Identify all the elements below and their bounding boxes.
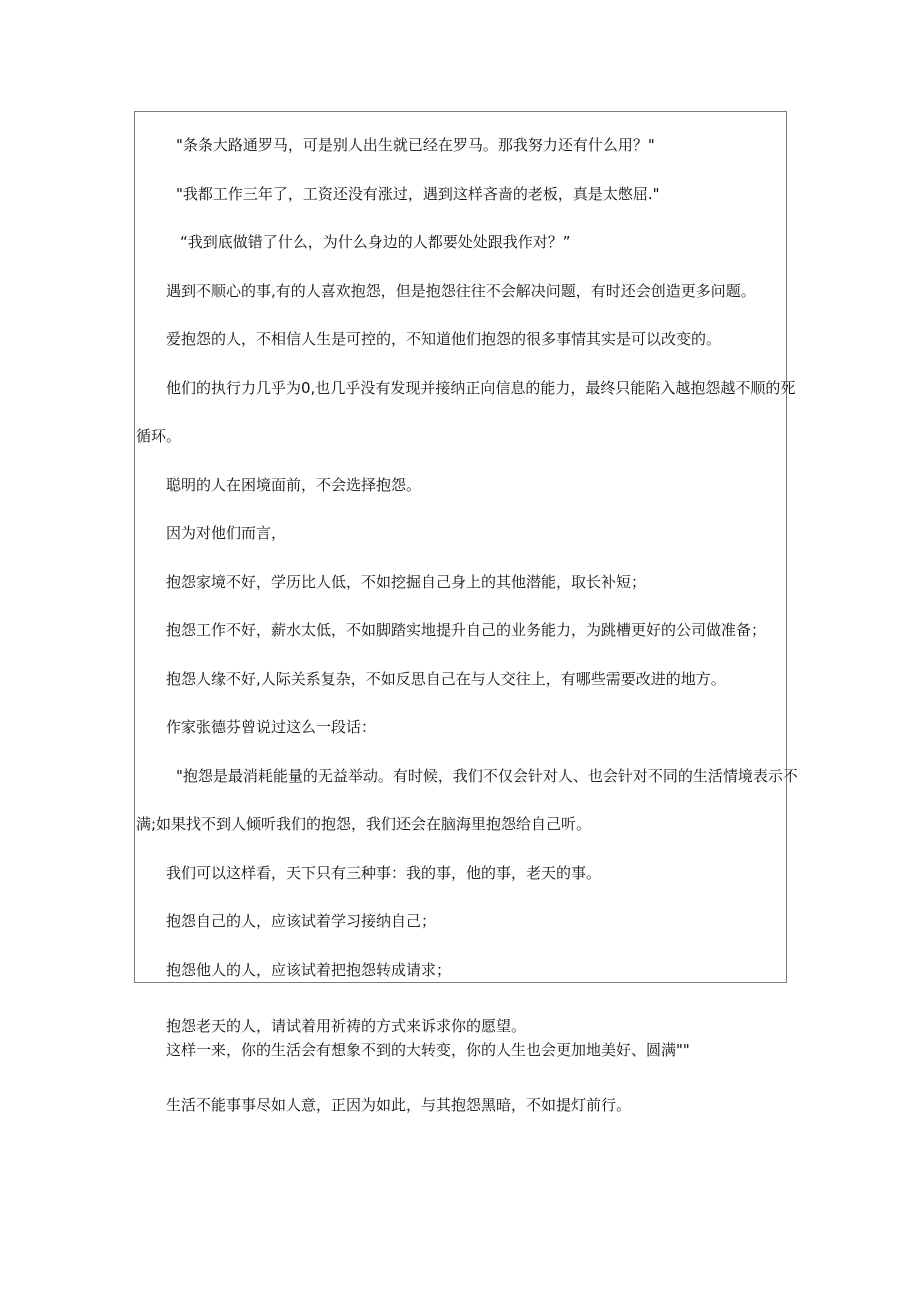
paragraph-line: 因为对他们而言， — [166, 524, 287, 542]
paragraph-line: 他们的执行力几乎为0,也几乎没有发现并接纳正向信息的能力，最终只能陷入越抱怨越不顺的死 — [166, 379, 796, 397]
quote-line: "抱怨是最消耗能量的无益举动。有时候，我们不仅会针对人、也会针对不同的生活情境表示不 — [176, 767, 798, 785]
paragraph-line: 循环。 — [136, 427, 182, 445]
paragraph-line: 抱怨人缘不好,人际关系复杂，不如反思自己在与人交往上，有哪些需要改进的地方。 — [166, 670, 726, 688]
paragraph-line: 抱怨工作不好，薪水太低，不如脚踏实地提升自己的业务能力，为跳槽更好的公司做准备； — [166, 621, 767, 639]
paragraph-line: 抱怨自己的人，应该试着学习接纳自己； — [166, 912, 437, 930]
paragraph-line: 聪明的人在困境面前，不会选择抱怨。 — [166, 476, 422, 494]
paragraph-line: 生活不能事事尽如人意，正因为如此，与其抱怨黑暗，不如提灯前行。 — [166, 1096, 632, 1114]
paragraph-line: 作家张德芬曾说过这么一段话： — [166, 718, 377, 736]
quote-line: "条条大路通罗马，可是别人出生就已经在罗马。那我努力还有什么用？" — [176, 136, 655, 154]
paragraph-line: 爱抱怨的人，不相信人生是可控的，不知道他们抱怨的很多事情其实是可以改变的。 — [166, 330, 722, 348]
paragraph-line: 抱怨他人的人，应该试着把抱怨转成请求； — [166, 961, 452, 979]
quote-line: 满;如果找不到人倾听我们的抱怨，我们还会在脑海里抱怨给自己听。 — [136, 815, 592, 833]
paragraph-line: 抱怨家境不好，学历比人低，不如挖掘自己身上的其他潜能，取长补短； — [166, 573, 647, 591]
quote-line: "我都工作三年了，工资还没有涨过，遇到这样吝啬的老板，真是太憋屈." — [176, 185, 660, 203]
quote-line: “我到底做错了什么，为什么身边的人都要处处跟我作对？” — [180, 233, 571, 251]
paragraph-line: 我们可以这样看，天下只有三种事：我的事，他的事，老天的事。 — [166, 864, 602, 882]
paragraph-line: 抱怨老天的人，请试着用祈祷的方式来诉求你的愿望。 — [166, 1017, 527, 1035]
paragraph-line: 这样一来，你的生活会有想象不到的大转变，你的人生也会更加地美好、圆满"" — [166, 1041, 690, 1059]
paragraph-line: 遇到不顺心的事,有的人喜欢抱怨，但是抱怨往往不会解决问题，有时还会创造更多问题。 — [166, 282, 756, 300]
